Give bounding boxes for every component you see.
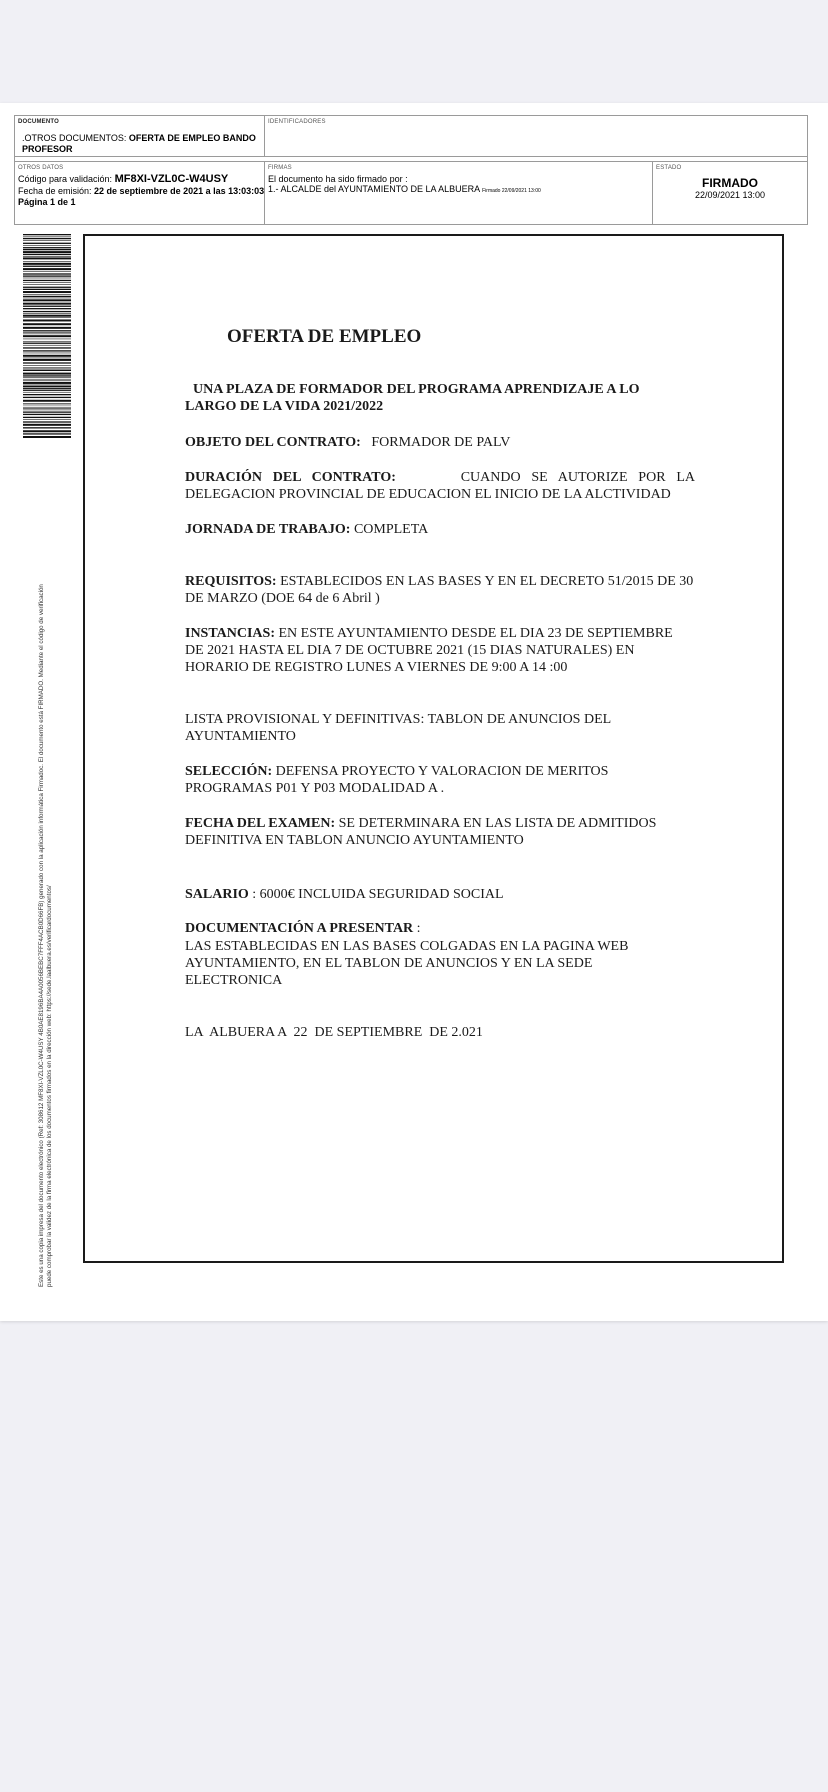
document-header-table	[14, 115, 808, 225]
document-frame	[83, 234, 784, 1263]
jornada-label: JORNADA DE TRABAJO:	[185, 522, 351, 537]
documentacion-paragraph	[185, 920, 695, 937]
firmas-label: FIRMAS	[268, 165, 292, 171]
requisitos-label: REQUISITOS:	[185, 574, 277, 589]
firmas-cell	[265, 161, 653, 224]
status-badge: FIRMADO	[702, 176, 758, 190]
documentacion-label: DOCUMENTACIÓN A PRESENTAR	[185, 921, 414, 936]
validation-code-line	[18, 174, 228, 185]
fecha-examen-value: SE DETERMINARA EN LAS LISTA DE ADMITIDOS DEFINITIVA EN TABLON ANUNCIO AYUNTAMIENTO	[185, 816, 657, 848]
page-count: Página 1 de 1	[18, 197, 76, 207]
seleccion-paragraph	[185, 763, 635, 797]
jornada-paragraph	[185, 521, 695, 538]
verification-note-line-2: puede comprobar la validez de la firma electrónica de los documentos firmados en la dirección web: https://sede.laalbuera.es/verificardocumentos/	[46, 885, 53, 1287]
document-page	[0, 103, 828, 1321]
barcode-image	[23, 234, 71, 438]
lista-paragraph: LISTA PROVISIONAL Y DEFINITIVAS: TABLON DE ANUNCIOS DEL AYUNTAMIENTO	[185, 712, 611, 744]
instancias-value: EN ESTE AYUNTAMIENTO DESDE EL DIA 23 DE SEPTIEMBRE DE 2021 HASTA EL DIA 7 DE OCTUBRE 2021 (15 DIAS NATURALES) EN HORARIO DE REGISTRO LUNES A VIERNES DE 9:00 A 14 :00	[185, 626, 673, 675]
issue-date: 22 de septiembre de 2021 a las 13:03:03	[94, 186, 265, 196]
fecha-examen-paragraph	[185, 815, 675, 849]
position-subtitle: UNA PLAZA DE FORMADOR DEL PROGRAMA APRENDIZAJE A LO LARGO DE LA VIDA 2021/2022	[185, 382, 640, 414]
duracion-value: CUANDO SE AUTORIZE POR LA DELEGACION PROVINCIAL DE EDUCACION EL INICIO DE LA ALCTIVIDAD	[185, 470, 699, 502]
estado-cell	[653, 161, 807, 224]
identificadores-cell	[265, 116, 807, 157]
requisitos-paragraph	[185, 573, 695, 607]
salario-paragraph	[185, 886, 695, 903]
document-type	[22, 133, 258, 155]
requisitos-value: ESTABLECIDOS EN LAS BASES Y EN EL DECRETO 51/2015 DE 30 DE MARZO (DOE 64 de 6 Abril )	[185, 574, 694, 606]
document-title: OFERTA DE EMPLEO	[227, 326, 422, 347]
estado-label: ESTADO	[656, 165, 682, 171]
document-type-prefix: .OTROS DOCUMENTOS:	[22, 133, 129, 143]
issue-date-label: Fecha de emisión:	[18, 186, 95, 196]
documento-cell	[15, 116, 265, 157]
place-date-line: LA ALBUERA A 22 DE SEPTIEMBRE DE 2.021	[185, 1025, 483, 1040]
jornada-value: COMPLETA	[350, 522, 429, 537]
signed-timestamp: Firmado 22/09/2021 13:00	[482, 188, 541, 194]
validation-code-label: Código para validación:	[18, 174, 115, 184]
objeto-paragraph	[185, 434, 695, 451]
duracion-label: DURACIÓN DEL CONTRATO:	[185, 470, 396, 485]
identificadores-label: IDENTIFICADORES	[268, 119, 326, 125]
documentacion-colon: :	[413, 921, 421, 936]
signed-by-intro: El documento ha sido firmado por :	[268, 174, 408, 184]
objeto-label: OBJETO DEL CONTRATO:	[185, 435, 361, 450]
instancias-paragraph	[185, 625, 685, 676]
documentacion-value: LAS ESTABLECIDAS EN LAS BASES COLGADAS EN LA PAGINA WEB AYUNTAMIENTO, EN EL TABLON DE ANUNCIOS Y EN LA SEDE ELECTRONICA	[185, 939, 629, 988]
objeto-value: FORMADOR DE PALV	[360, 435, 511, 450]
salario-value: : 6000€ INCLUIDA SEGURIDAD SOCIAL	[248, 887, 504, 902]
issue-date-line	[18, 186, 264, 197]
documento-label: DOCUMENTO	[18, 119, 60, 125]
seleccion-value: DEFENSA PROYECTO Y VALORACION DE MERITOS PROGRAMAS P01 Y P03 MODALIDAD A .	[185, 764, 609, 796]
signer-name: 1.- ALCALDE del AYUNTAMIENTO DE LA ALBUERA	[268, 184, 480, 194]
otros-datos-label: OTROS DATOS	[18, 165, 64, 171]
seleccion-label: SELECCIÓN:	[185, 764, 273, 779]
verification-note-line-1: Este es una copia impresa del documento electrónico (Ref: 308612 MF8XI-VZL0C-W4USY 4B0AE8196BA4A0056BEBC7FFF4ACB0D66FB) generado con la aplicación informática Firmadoc. El documento está FIRMADO. Mediante el código de verificación	[38, 584, 45, 1287]
signer-line	[268, 184, 541, 197]
fecha-examen-label: FECHA DEL EXAMEN:	[185, 816, 336, 831]
instancias-label: INSTANCIAS:	[185, 626, 275, 641]
salario-label: SALARIO	[185, 887, 249, 902]
duracion-paragraph	[185, 469, 699, 503]
vertical-verification-note	[38, 487, 54, 1287]
validation-code: MF8XI-VZL0C-W4USY	[114, 173, 229, 185]
otros-datos-cell	[15, 161, 265, 224]
document-type-name: OFERTA DE EMPLEO BANDO PROFESOR	[22, 133, 256, 154]
status-date: 22/09/2021 13:00	[694, 190, 766, 200]
